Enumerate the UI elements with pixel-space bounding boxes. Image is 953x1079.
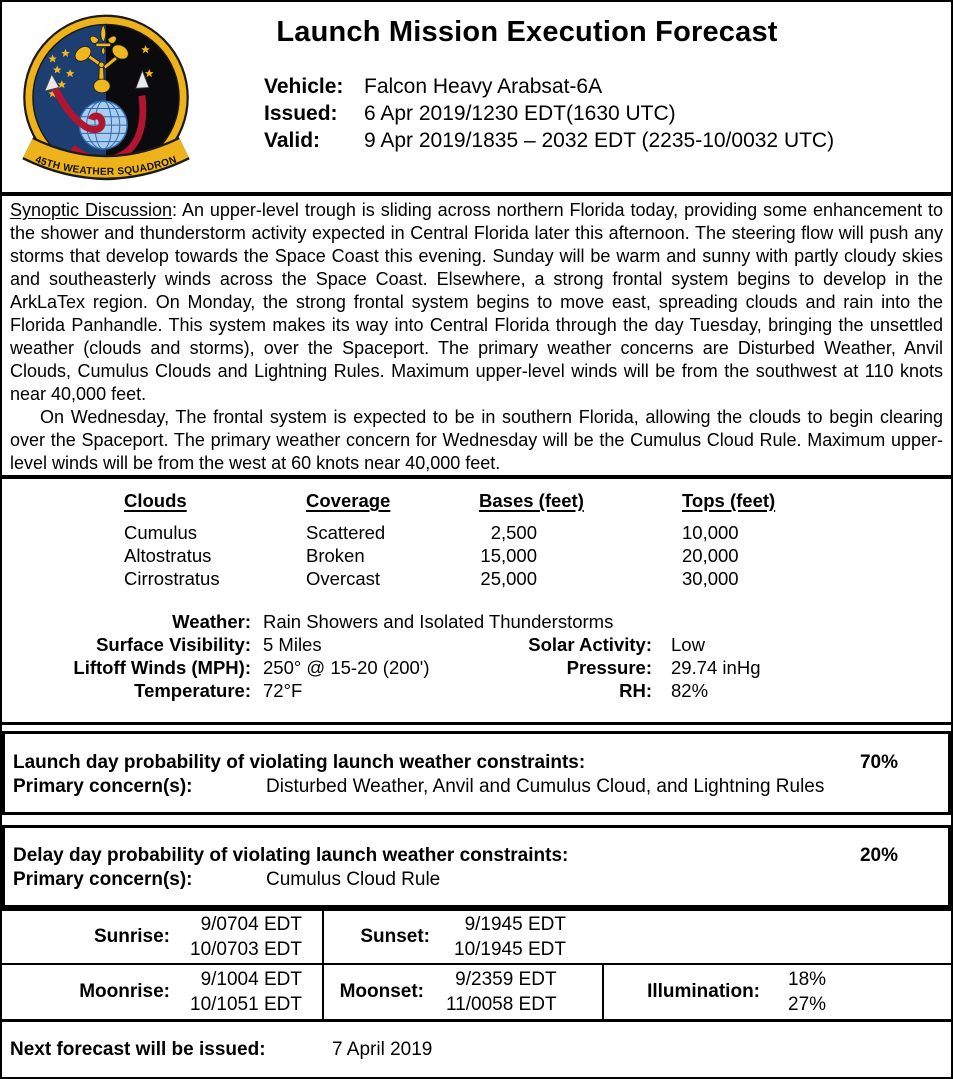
launch-day-headline-row (13, 751, 948, 775)
cloud-base: 15,000 (480, 545, 537, 566)
table-row (124, 567, 951, 590)
synoptic-paragraph-1 (10, 199, 943, 406)
cloud-top: 10,000 (682, 522, 739, 543)
launch-day-concern-row (13, 775, 948, 799)
issued-label: Issued: (264, 102, 338, 125)
liftoff-winds-label: Liftoff Winds (MPH): (73, 657, 251, 678)
valid-label: Valid: (264, 129, 321, 152)
valid-row (264, 127, 951, 154)
rh-value: 82% (671, 680, 709, 701)
solar-activity-value: Low (671, 634, 705, 655)
cloud-coverage: Scattered (306, 522, 386, 543)
rh-label: RH: (619, 680, 652, 701)
sunset-cell (324, 911, 951, 963)
tops-column-header: Tops (feet) (682, 490, 776, 511)
sunrise-value: 9/0704 EDT (200, 914, 302, 935)
launch-day-probability-box (2, 731, 951, 815)
cloud-type: Cumulus (124, 522, 197, 543)
synoptic-discussion-section (2, 196, 951, 479)
squadron-patch-icon (14, 8, 198, 198)
pressure-value: 29.74 inHg (671, 657, 761, 678)
sunrise-label: Sunrise: (93, 926, 170, 947)
temperature-row (2, 679, 951, 702)
delay-day-probability: 20% (859, 845, 898, 866)
header-content (202, 2, 951, 192)
moonrise-cell (2, 965, 324, 1019)
temperature-value: 72°F (263, 680, 303, 701)
synoptic-separator: : (172, 200, 182, 220)
illumination-value: 18% (788, 969, 827, 990)
cloud-base: 2,500 (490, 522, 537, 543)
clouds-table-header (124, 489, 951, 512)
moonset-value: 11/0058 EDT (446, 994, 557, 1015)
illumination-label: Illumination: (647, 981, 760, 1002)
moonrise-value: 10/1051 EDT (190, 994, 302, 1015)
delay-day-headline: Delay day probability of violating launch weather constraints: (13, 845, 569, 866)
synoptic-text-1: An upper-level trough is sliding across northern Florida today, providing some enhancement to the shower and thunderstorm activity expected in Central Florida later this afternoon. The steering flow will push any storms that develop towards the Space Coast this evening. Sunday will be warm and sunny with partly cloudy skies and southeasterly winds across the Space Coast. Elsewhere, a strong frontal system begins to develop in the ArkLaTex region. On Monday, the strong frontal system begins to move east, spreading clouds and rain into the Florida Panhandle. This system makes its way into Central Florida through the day Tuesday, bringing the unsettled weather (clouds and storms), over the Spaceport. The primary weather concerns are Disturbed Weather, Anvil Clouds, Cumulus Clouds and Lightning Rules. Maximum upper-level winds will be from the southwest at 110 knots near 40,000 feet. (10, 200, 944, 404)
moonrise-label: Moonrise: (79, 981, 170, 1002)
coverage-column-header: Coverage (306, 490, 391, 511)
clouds-conditions-section (2, 479, 951, 725)
liftoff-winds-value: 250° @ 15-20 (200') (263, 657, 430, 678)
table-row (124, 544, 951, 567)
moonrise-value: 9/1004 EDT (200, 969, 302, 990)
launch-day-probability: 70% (859, 752, 898, 773)
cloud-coverage: Overcast (306, 568, 381, 589)
moon-row (2, 965, 951, 1019)
primary-concern-value: Disturbed Weather, Anvil and Cumulus Cloud, and Lightning Rules (266, 776, 825, 797)
vehicle-row (264, 73, 951, 100)
solar-activity-label: Solar Activity: (528, 634, 652, 655)
weather-value: Rain Showers and Isolated Thunderstorms (263, 611, 614, 632)
illumination-cell (604, 965, 951, 1019)
sun-row (2, 911, 951, 965)
sunrise-cell (2, 911, 324, 963)
sunset-label: Sunset: (360, 926, 430, 947)
visibility-row (2, 633, 951, 656)
surface-visibility-value: 5 Miles (263, 634, 322, 655)
cloud-base: 25,000 (480, 568, 537, 589)
primary-concern-label: Primary concern(s): (13, 776, 193, 797)
squadron-patch (2, 2, 202, 192)
page-title: Launch Mission Execution Forecast (276, 16, 778, 48)
weather-label: Weather: (172, 611, 251, 632)
cloud-top: 20,000 (682, 545, 739, 566)
weather-row (2, 610, 951, 633)
moonset-cell (324, 965, 604, 1019)
next-forecast-row (2, 1022, 951, 1078)
vehicle-label: Vehicle: (264, 75, 344, 98)
header-fields (264, 73, 951, 154)
delay-day-headline-row (13, 844, 948, 868)
primary-concern-label: Primary concern(s): (13, 869, 193, 890)
cloud-type: Altostratus (124, 545, 212, 566)
issued-row (264, 100, 951, 127)
liftoff-winds-row (2, 656, 951, 679)
synoptic-discussion-label: Synoptic Discussion (10, 200, 172, 220)
bases-column-header: Bases (feet) (479, 490, 584, 511)
document-header (2, 2, 951, 196)
sunrise-value: 10/0703 EDT (190, 939, 302, 960)
launch-day-headline: Launch day probability of violating launch weather constraints: (13, 752, 586, 773)
cloud-coverage: Broken (306, 545, 365, 566)
clouds-table (124, 489, 951, 590)
pressure-label: Pressure: (566, 657, 652, 678)
illumination-value: 27% (788, 994, 827, 1015)
sunset-value: 9/1945 EDT (464, 914, 566, 935)
valid-value: 9 Apr 2019/1835 – 2032 EDT (2235-10/0032 UTC) (364, 129, 835, 152)
next-forecast-value: 7 April 2019 (332, 1039, 433, 1060)
temperature-label: Temperature: (134, 680, 251, 701)
surface-conditions (2, 610, 951, 702)
clouds-column-header: Clouds (124, 490, 187, 511)
squadron-banner-text: 45TH WEATHER SQUADRON (33, 154, 179, 178)
table-row (124, 521, 951, 544)
cloud-type: Cirrostratus (124, 568, 220, 589)
surface-visibility-label: Surface Visibility: (96, 634, 251, 655)
primary-concern-value: Cumulus Cloud Rule (266, 869, 441, 890)
sun-moon-table (2, 908, 951, 1022)
vehicle-value: Falcon Heavy Arabsat-6A (364, 75, 603, 98)
issued-value: 6 Apr 2019/1230 EDT(1630 UTC) (364, 102, 676, 125)
delay-day-concern-row (13, 868, 948, 892)
sunset-value: 10/1945 EDT (454, 939, 566, 960)
synoptic-paragraph-2: On Wednesday, The frontal system is expected to be in southern Florida, allowing the clouds to begin clearing over the Spaceport. The primary weather concern for Wednesday will be the Cumulus Cloud Rule. Maximum upper-level winds will be from the west at 60 knots near 40,000 feet. (10, 407, 943, 473)
moonset-label: Moonset: (339, 981, 424, 1002)
delay-day-probability-box (2, 825, 951, 908)
next-forecast-label: Next forecast will be issued: (10, 1039, 266, 1060)
cloud-top: 30,000 (682, 568, 739, 589)
moonset-value: 9/2359 EDT (455, 969, 557, 990)
